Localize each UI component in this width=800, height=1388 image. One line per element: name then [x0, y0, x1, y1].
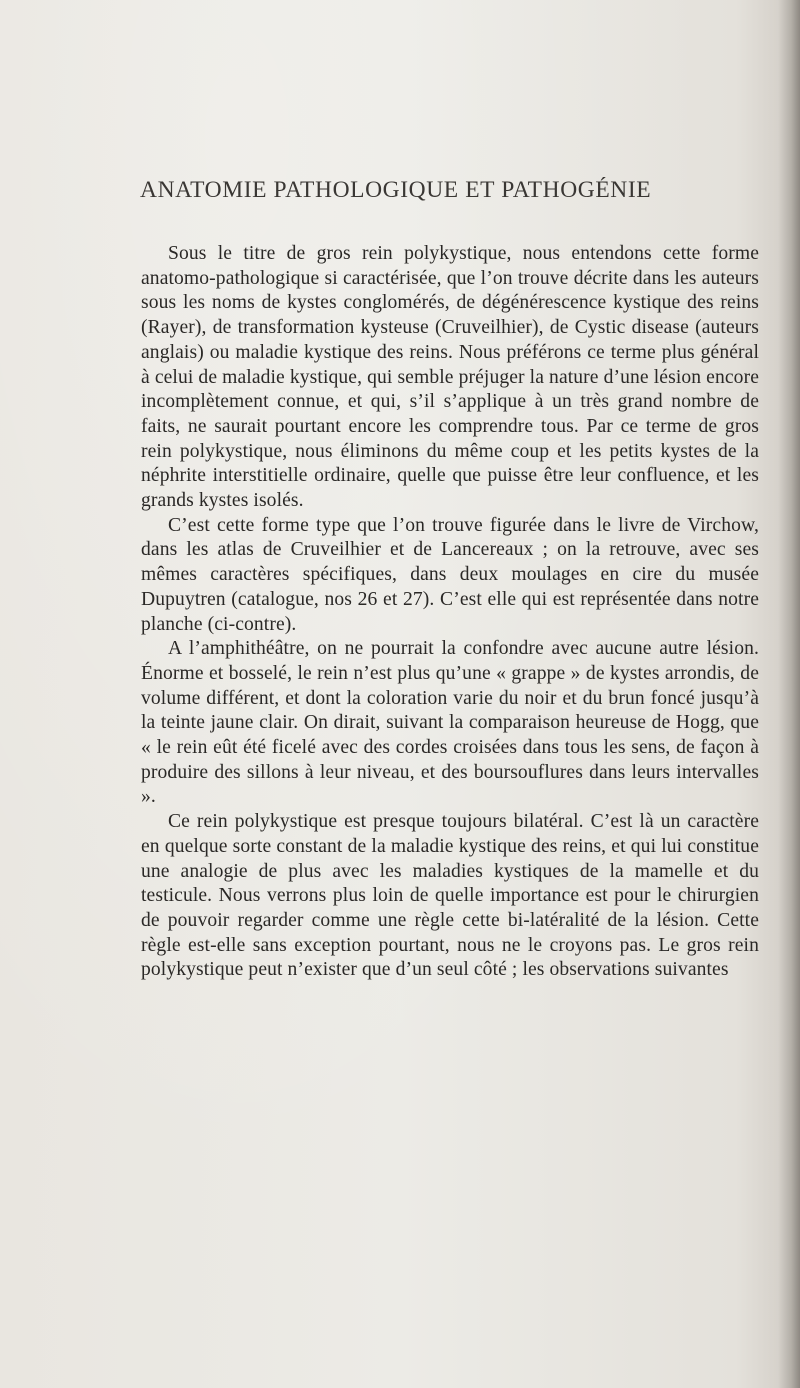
- paragraph-4: Ce rein polykystique est presque toujours bilatéral. C’est là un caractère en quelque sorte constant de la maladie kystique des reins, et qui lui constitue une analogie de plus avec les maladies kystiques de la mamelle et du testicule. Nous verrons plus loin de quelle importance est pour le chirurgien de pouvoir regarder comme une règle cette bi-latéralité de la lésion. Cette règle est-elle sans exception pourtant, nous ne le croyons pas. Le gros rein polykystique peut n’exister que d’un seul côté ; les observations suivantes: [141, 811, 759, 981]
- paragraph-3: A l’amphithéâtre, on ne pourrait la confondre avec aucune autre lésion. Énorme et bosselé, le rein n’est plus qu’une « grappe » de kystes arrondis, de volume différent, et dont la coloration varie du noir et du brun foncé jusqu’à la teinte jaune clair. On dirait, suivant la comparaison heureuse de Hogg, que « le rein eût été ficelé avec des cordes croisées dans tous les sens, de façon à produire des sillons à leur niveau, et des boursouflures dans leurs intervalles ».: [141, 638, 759, 808]
- paragraph-2: C’est cette forme type que l’on trouve figurée dans le livre de Virchow, dans les atlas de Cruveilhier et de Lancereaux ; on la retrouve, avec ses mêmes caractères spécifiques, dans deux moulages en cire du musée Dupuytren (catalogue, nos 26 et 27). C’est elle qui est représentée dans notre planche (ci-contre).: [141, 514, 759, 635]
- paragraph-1: Sous le titre de gros rein polykystique, nous entendons cette forme anatomo-pathologique si caractérisée, que l’on trouve décrite dans les auteurs sous les noms de kystes conglomérés, de dégénérescence kystique des reins (Rayer), de transformation kysteuse (Cruveilhier), de Cystic disease (auteurs anglais) ou maladie kystique des reins. Nous préférons ce terme plus général à celui de maladie kystique, qui semble préjuger la nature d’une lésion encore incomplètement connue, et qui, s’il s’applique à un très grand nombre de faits, ne saurait pourtant encore les comprendre tous. Par ce terme de gros rein polykystique, nous éliminons du même coup et les petits kystes de la néphrite interstitielle ordinaire, quelle que puisse être leur confluence, et les grands kystes isolés.: [141, 243, 759, 512]
- page-heading: ANATOMIE PATHOLOGIQUE ET PATHOGÉNIE: [140, 177, 652, 203]
- body-text: [141, 242, 759, 983]
- page-edge-shadow: [778, 0, 800, 1388]
